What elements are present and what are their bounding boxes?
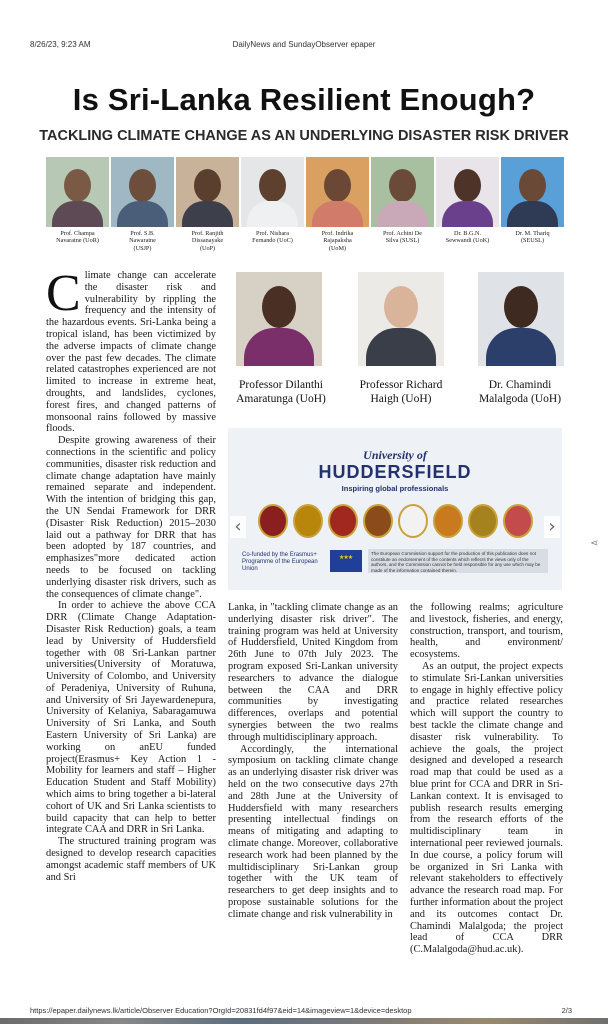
professor-card xyxy=(46,157,109,245)
banner-tagline: Inspiring global professionals xyxy=(341,484,449,493)
chevron-right-icon[interactable]: › xyxy=(544,516,560,538)
featured-caption: Professor Dilanthi Amaratunga (UoH) xyxy=(236,379,326,405)
professor-photo xyxy=(176,157,239,227)
professor-card xyxy=(501,157,564,245)
professor-photo xyxy=(306,157,369,227)
print-timestamp: 8/26/23, 9:23 AM xyxy=(30,40,91,49)
article-column-2 xyxy=(228,602,398,921)
banner-university-name: HUDDERSFIELD xyxy=(318,462,472,482)
professor-caption: Prof. Champa Navaratne (UoR) xyxy=(56,230,99,245)
seal-icon xyxy=(503,504,533,538)
professor-photo xyxy=(111,157,174,227)
article-column-3 xyxy=(410,602,563,956)
professor-caption: Dr. B.G.N. Sewwandi (UoK) xyxy=(445,230,490,245)
professor-caption: Prof. S.B. Nawaratne (USJP) xyxy=(129,230,156,252)
paragraph: In order to achieve the above CCA DRR (Climate Change Adaptation- Disaster Risk Reduction) goals, a team lead by University of Huddersfield together with 08 Sri-Lankan partner universities(University of Moratuwa, University of Colombo, and University of Peradeniya, University of Ruhuna, and University of Sri Jayewardenepura, University of Kelaniya, Sabaragamuwa University of Sri Lanka, and South Eastern University of Sri Lanka) are working on anEU funded project(Erasmus+ Key Action 1 - Mobility for learners and staff – Higher Education Student and Staff Mobility) which aims to bring together a bi-lateral cohort of UK and Sri Lanka scientists to build capacity that can help to better integrate CAA and DRR in Sri Lanka. xyxy=(46,600,216,836)
featured-photo xyxy=(358,272,444,366)
professor-card xyxy=(306,157,369,252)
subheadline: TACKLING CLIMATE CHANGE AS AN UNDERLYING DISASTER RISK DRIVER xyxy=(39,128,569,144)
professor-caption: Dr. M. Thariq (SEUSL) xyxy=(515,230,550,245)
article-column-1 xyxy=(46,265,216,883)
professor-card xyxy=(176,157,239,252)
cofunded-label: Co-funded by the Erasmus+ Programme of the European Union xyxy=(242,552,318,572)
professor-card xyxy=(241,157,304,245)
banner-university-label: University of xyxy=(363,448,427,462)
print-url: https://epaper.dailynews.lk/article/Observer Education?OrgId=20831fd4f97&eid=14&imageview=1&device=desktop xyxy=(30,1006,412,1015)
professor-photo xyxy=(46,157,109,227)
seal-icon xyxy=(258,504,288,538)
professor-photo xyxy=(371,157,434,227)
professor-card xyxy=(371,157,434,245)
share-icon[interactable]: ⋖ xyxy=(590,538,599,549)
paragraph: Despite growing awareness of their connections in the scientific and policy communities, disaster risk reduction and climate change adaptation have mainly remained separate and independent. With the intention of bridging this gap, the UN Sendai Framework for DRR (Disaster Risk Reduction) 2015–2030 laid out a pathway for DRR that has been adopted by 187 countries, and emphasizes"more dedicated action needs to be focused on tackling underlying disaster risk drivers, such as the consequences of climate change". xyxy=(46,435,216,600)
paragraph: As an output, the project expects to stimulate Sri-Lankan universities to engage in highly effective policy and practice related researches which will support the country to best tackle the climate change and disaster risk vulnerability. To achieve the goals, the project designed and developed a research road map that could be used as a blue print for CCA and DRR in Sri-Lankan context. It is envisaged to publish research results emerging from the research efforts of the multidisciplinary team in international peer reviewed journals. In due course, a policy forum will be organized in Sri Lanka with relevant stakeholders to effectively advance the research road map. For further information about the project and its outcomes contact Dr. Chamindi Malalgoda; the project lead of CCA DRR (C.Malalgoda@hud.ac.uk). xyxy=(410,660,563,956)
featured-caption: Professor Richard Haigh (UoH) xyxy=(359,379,443,405)
partner-seals xyxy=(258,504,538,540)
print-site-title: DailyNews and SundayObserver epaper xyxy=(232,40,376,49)
headline: Is Sri-Lanka Resilient Enough? xyxy=(72,82,536,117)
seal-icon xyxy=(328,504,358,538)
professor-photo xyxy=(436,157,499,227)
paragraph: limate change can accelerate the disaster risk and vulnerability by rippling the frequency and the intensity of the hazardous events. Sri-Lanka being a tropical island, has been victimized by the adverse impacts of climate change over the past few decades. The climate related catastrophes experienced are not limited to increase in extreme heat, droughts, and landslides, cyclones, forest fires, and changed patterns of monsoonal rains followed by massive floods. xyxy=(46,270,216,435)
seal-icon xyxy=(293,504,323,538)
seal-icon xyxy=(398,504,428,538)
professor-photo xyxy=(241,157,304,227)
paragraph: Lanka, in "tackling climate change as an underlying disaster risk driver". The training program was held at University of Huddersfield, United Kingdom from 26th June to 07th July 2023. The program exposed Sri-Lankan university researchers to advance the dialogue between the CAA and DRR communities by investigating differences, overlaps and potential synergies between the two realms through multidisciplinary approach. xyxy=(228,602,398,743)
chevron-left-icon[interactable]: ‹ xyxy=(230,516,246,538)
professor-caption: Prof. Achini De Silva (SUSL) xyxy=(382,230,422,245)
print-header xyxy=(0,0,608,60)
bottom-strip xyxy=(0,1018,608,1024)
paragraph: the following realms; agriculture and livestock, fisheries, and energy, construction, transport, and tourism, health, and environment/ ecosystems. xyxy=(410,602,563,661)
eu-disclaimer: The European Commission support for the production of this publication does not constitute an endorsement of the contents which reflects the views only of the authors, and the Commission cannot be held responsible for any use which may be made of the information contained therein. xyxy=(368,549,548,573)
featured-caption: Dr. Chamindi Malalgoda (UoH) xyxy=(478,379,562,405)
paragraph: The structured training program was designed to develop research capacities amongst academic staff members of UK and Sri xyxy=(46,836,216,883)
professor-photo-row xyxy=(46,157,562,265)
professor-card xyxy=(111,157,174,252)
page-number: 2/3 xyxy=(561,1006,572,1015)
featured-photo xyxy=(478,272,564,366)
professor-caption: Prof. Nishara Fernando (UoC) xyxy=(252,230,293,245)
professor-photo xyxy=(501,157,564,227)
university-banner xyxy=(228,428,562,590)
seal-icon xyxy=(363,504,393,538)
eu-flag-icon: ★★★ xyxy=(330,550,362,572)
professor-caption: Prof. Ranjith Dissanayake (UoP) xyxy=(191,230,224,252)
drop-cap: C xyxy=(46,265,81,322)
professor-caption: Prof. Indrika Rajapaksha (UoM) xyxy=(321,230,354,252)
seal-icon xyxy=(468,504,498,538)
paragraph: Accordingly, the international symposium on tackling climate change as an underlying disaster risk driver was held on the two consecutive days 27th and 28th June at the University of Huddersfield with many researchers presenting intellectual findings on means of mitigating and adapting to climate change. Moreover, collaborative research work had been planned by the multidisciplinary Sri-Lankan group together with the UK team of researchers to get deep insights and to propose sustainable solutions for the climate change and risk vulnerability in xyxy=(228,743,398,920)
featured-photo xyxy=(236,272,322,366)
seal-icon xyxy=(433,504,463,538)
professor-card xyxy=(436,157,499,245)
